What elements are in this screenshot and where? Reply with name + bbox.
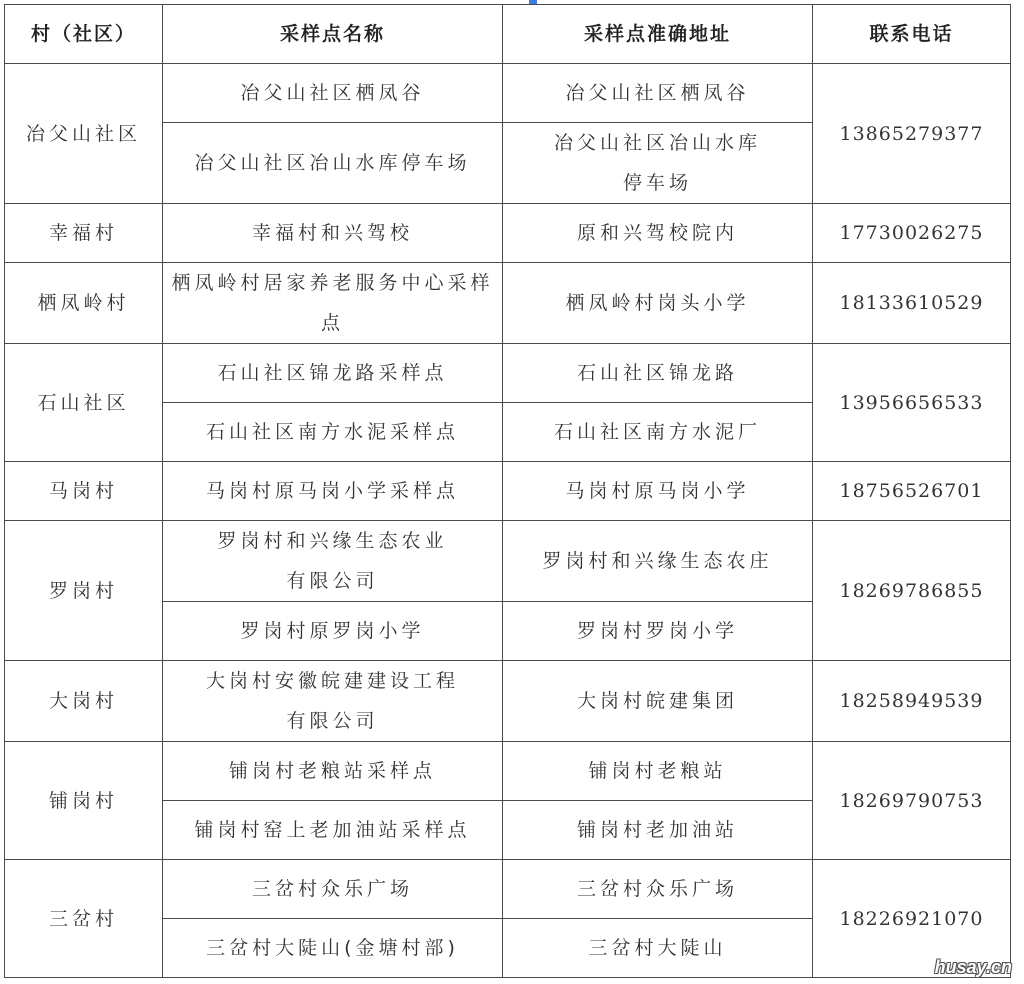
table-row — [5, 344, 1011, 403]
phone-cell: 17730026275 — [813, 204, 1011, 263]
village-cell: 大岗村 — [5, 661, 163, 742]
site-name-cell: 冶父山社区栖凤谷 — [163, 64, 503, 123]
village-cell: 铺岗村 — [5, 742, 163, 860]
village-cell: 栖凤岭村 — [5, 263, 163, 344]
table-row — [5, 860, 1011, 919]
table-row — [5, 263, 1011, 344]
site-address-cell: 铺岗村老加油站 — [503, 801, 813, 860]
table-row — [5, 521, 1011, 602]
site-address-cell: 三岔村众乐广场 — [503, 860, 813, 919]
site-address-cell: 栖凤岭村岗头小学 — [503, 263, 813, 344]
table-row — [5, 64, 1011, 123]
header-village: 村（社区） — [5, 5, 163, 64]
table-row — [5, 204, 1011, 263]
site-name-cell: 栖凤岭村居家养老服务中心采样点 — [163, 263, 503, 344]
site-name-cell: 冶父山社区冶山水库停车场 — [163, 123, 503, 204]
site-name-cell: 马岗村原马岗小学采样点 — [163, 462, 503, 521]
table-row — [5, 462, 1011, 521]
site-address-cell: 冶父山社区栖凤谷 — [503, 64, 813, 123]
sampling-sites-table — [4, 4, 1011, 978]
site-address-cell: 铺岗村老粮站 — [503, 742, 813, 801]
site-name-cell: 铺岗村窑上老加油站采样点 — [163, 801, 503, 860]
site-address-cell: 罗岗村罗岗小学 — [503, 602, 813, 661]
site-address-cell: 石山社区南方水泥厂 — [503, 403, 813, 462]
table-row — [5, 742, 1011, 801]
phone-cell: 18258949539 — [813, 661, 1011, 742]
site-address-cell: 原和兴驾校院内 — [503, 204, 813, 263]
header-phone: 联系电话 — [813, 5, 1011, 64]
site-address-cell: 马岗村原马岗小学 — [503, 462, 813, 521]
site-address-cell: 罗岗村和兴缘生态农庄 — [503, 521, 813, 602]
village-cell: 罗岗村 — [5, 521, 163, 661]
site-address-cell: 石山社区锦龙路 — [503, 344, 813, 403]
site-name-cell: 铺岗村老粮站采样点 — [163, 742, 503, 801]
table-row — [5, 661, 1011, 742]
sampling-sites-table-container — [4, 4, 1010, 978]
phone-cell: 18269786855 — [813, 521, 1011, 661]
site-address-cell: 大岗村皖建集团 — [503, 661, 813, 742]
village-cell: 马岗村 — [5, 462, 163, 521]
phone-cell: 13865279377 — [813, 64, 1011, 204]
phone-cell: 18133610529 — [813, 263, 1011, 344]
header-site-address: 采样点准确地址 — [503, 5, 813, 64]
phone-cell: 18226921070 — [813, 860, 1011, 978]
site-watermark: husay.cn — [934, 957, 1012, 977]
header-site-name: 采样点名称 — [163, 5, 503, 64]
site-address-cell: 冶父山社区冶山水库停车场 — [503, 123, 813, 204]
village-cell: 冶父山社区 — [5, 64, 163, 204]
village-cell: 幸福村 — [5, 204, 163, 263]
site-name-cell: 石山社区南方水泥采样点 — [163, 403, 503, 462]
phone-cell: 18756526701 — [813, 462, 1011, 521]
site-name-cell: 幸福村和兴驾校 — [163, 204, 503, 263]
site-name-cell: 石山社区锦龙路采样点 — [163, 344, 503, 403]
site-name-cell: 三岔村大陡山(金塘村部) — [163, 919, 503, 978]
header-row — [5, 5, 1011, 64]
site-name-cell: 罗岗村原罗岗小学 — [163, 602, 503, 661]
phone-cell: 18269790753 — [813, 742, 1011, 860]
site-name-cell: 大岗村安徽皖建建设工程有限公司 — [163, 661, 503, 742]
site-name-cell: 罗岗村和兴缘生态农业有限公司 — [163, 521, 503, 602]
site-address-cell: 三岔村大陡山 — [503, 919, 813, 978]
village-cell: 三岔村 — [5, 860, 163, 978]
site-name-cell: 三岔村众乐广场 — [163, 860, 503, 919]
phone-cell: 13956656533 — [813, 344, 1011, 462]
village-cell: 石山社区 — [5, 344, 163, 462]
